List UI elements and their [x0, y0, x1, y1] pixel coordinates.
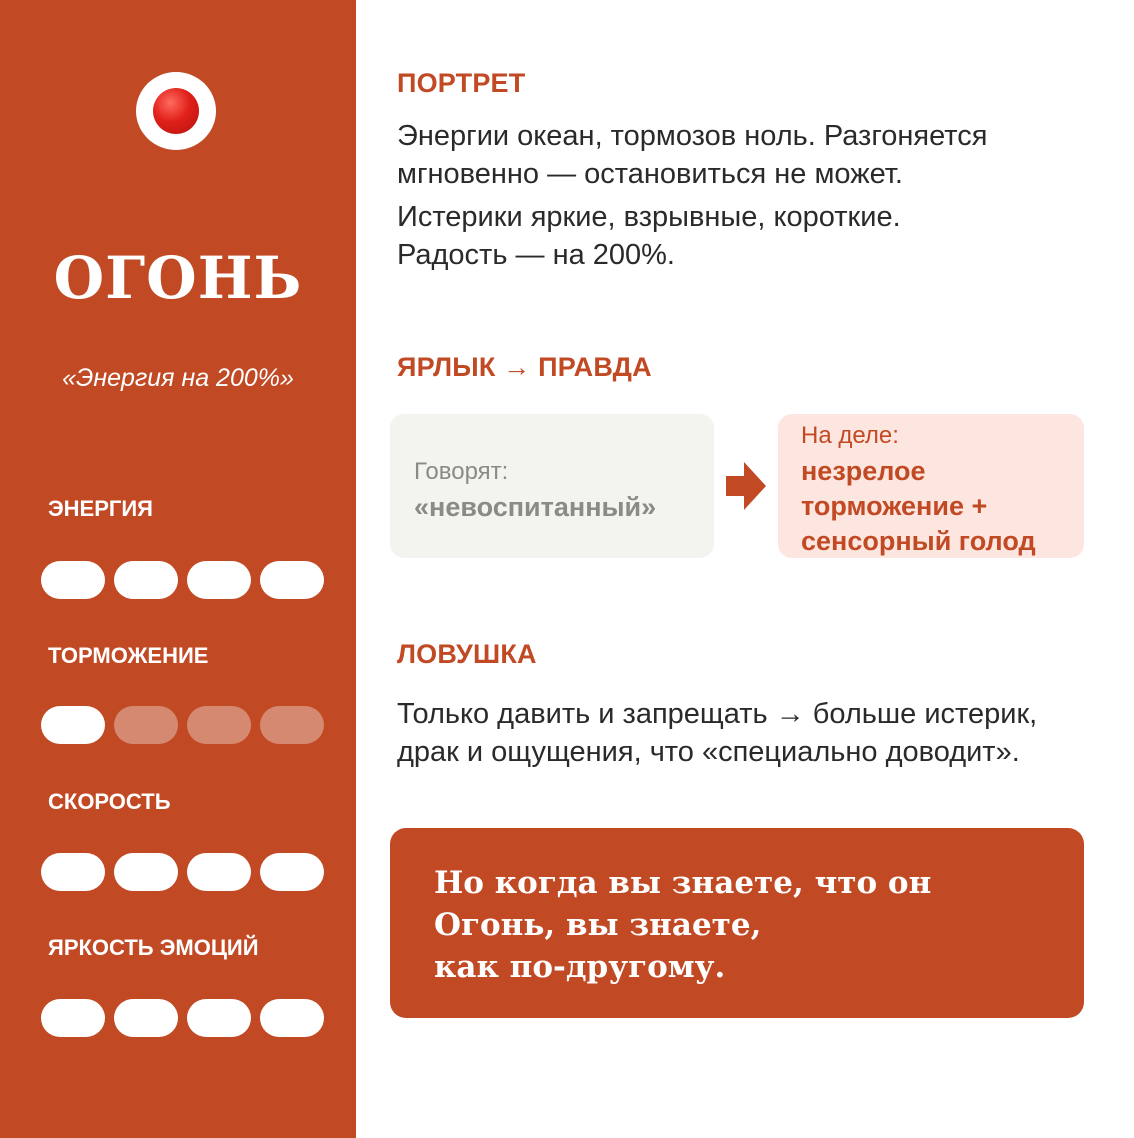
label-truth-heading: ЯРЛЫК → ПРАВДА — [397, 352, 652, 382]
real-value: незрелое торможение + сенсорный голод — [801, 456, 1036, 556]
scale-label-energy: ЭНЕРГИЯ — [48, 496, 153, 521]
level-pill-filled — [187, 853, 251, 891]
real-label: На деле: — [801, 422, 899, 449]
portrait-paragraph-1: Энергии океан, тормозов ноль. Разгоняется мгновенно — остановиться не может. — [397, 120, 988, 190]
quote-box — [390, 828, 1084, 1018]
level-pill-empty — [114, 706, 178, 744]
scale-label-emotions: ЯРКОСТЬ ЭМОЦИЙ — [48, 935, 259, 960]
level-pill-filled — [260, 999, 324, 1037]
level-pill-filled — [260, 561, 324, 599]
said-card — [390, 414, 714, 558]
quote-line-1: Но когда вы знаете, что он — [434, 865, 932, 901]
level-pill-filled — [114, 999, 178, 1037]
level-pill-filled — [187, 561, 251, 599]
quote-line-3: как по-другому. — [434, 949, 726, 985]
trap-text: Только давить и запрещать → больше истерик, драк и ощущения, что «специально доводит». — [397, 698, 1038, 768]
level-pill-filled — [41, 853, 105, 891]
level-pill-empty — [187, 706, 251, 744]
level-pill-filled — [260, 853, 324, 891]
level-pill-filled — [114, 853, 178, 891]
level-pill-filled — [187, 999, 251, 1037]
red-circle-icon-dot — [153, 88, 199, 134]
level-pill-filled — [41, 706, 105, 744]
said-value: «невоспитанный» — [414, 492, 657, 522]
level-pill-filled — [114, 561, 178, 599]
portrait-heading: ПОРТРЕТ — [397, 68, 526, 98]
arrow-right-icon — [726, 460, 766, 512]
quote-line-2: Огонь, вы знаете, — [434, 907, 762, 943]
said-label: Говорят: — [414, 458, 509, 485]
level-pill-filled — [41, 561, 105, 599]
type-title: ОГОНЬ — [53, 244, 303, 312]
type-subtitle: «Энергия на 200%» — [62, 364, 294, 392]
level-pill-filled — [41, 999, 105, 1037]
scale-label-inhibition: ТОРМОЖЕНИЕ — [48, 643, 209, 668]
trap-heading: ЛОВУШКА — [397, 639, 537, 669]
level-pill-empty — [260, 706, 324, 744]
sidebar — [0, 0, 356, 1138]
real-card — [778, 414, 1084, 558]
portrait-paragraph-2: Истерики яркие, взрывные, короткие. Радость — на 200%. — [397, 201, 901, 271]
red-circle-icon — [136, 72, 216, 150]
scale-label-speed: СКОРОСТЬ — [48, 789, 171, 814]
